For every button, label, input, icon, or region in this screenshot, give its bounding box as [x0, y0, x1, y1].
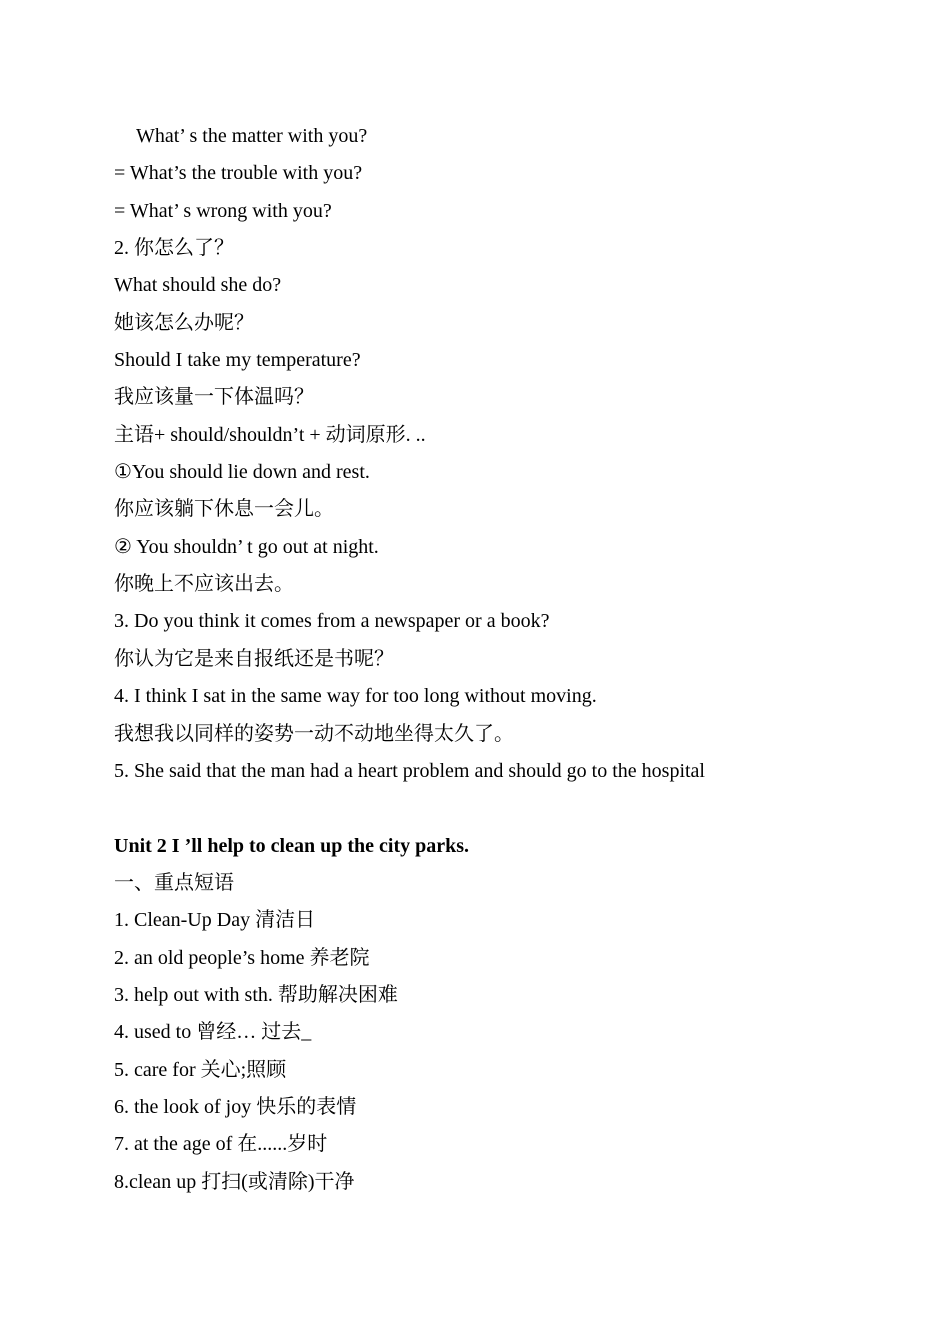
blank-line	[114, 790, 904, 827]
text-line: 我应该量一下体温吗？	[114, 386, 314, 409]
text-line: ② You shouldn’ t go out at night.	[114, 535, 379, 558]
text-line: 你应该躺下休息一会儿。	[114, 498, 334, 521]
text-line: ①You should lie down and rest.	[114, 461, 370, 484]
phrase-item: 7. at the age of 在......岁时	[114, 1133, 328, 1156]
text-line: = What’ s wrong with you?	[114, 199, 332, 222]
text-line: 她该怎么办呢？	[114, 311, 254, 334]
phrase-item: 6. the look of joy 快乐的表情	[114, 1095, 357, 1118]
phrase-item: 5. care for 关心;照顾	[114, 1058, 287, 1081]
section-title: 一、重点短语	[114, 871, 234, 894]
text-line: 你认为它是来自报纸还是书呢？	[114, 647, 394, 670]
phrase-item: 2. an old people’s home 养老院	[114, 946, 370, 969]
phrase-item: 3. help out with sth. 帮助解决困难	[114, 983, 398, 1006]
text-line: 5. She said that the man had a heart problem and should go to the hospital	[114, 759, 705, 782]
text-line: 4. I think I sat in the same way for too long without moving.	[114, 685, 597, 708]
phrase-item: 1. Clean-Up Day 清洁日	[114, 909, 316, 932]
text-line: = What’s the trouble with you?	[114, 162, 363, 185]
text-line: 我想我以同样的姿势一动不动地坐得太久了。	[114, 722, 514, 745]
unit2-heading: Unit 2 I ’ll help to clean up the city parks.	[114, 834, 470, 857]
text-line: What should she do?	[114, 274, 282, 297]
text-line: 3. Do you think it comes from a newspaper or a book?	[114, 610, 550, 633]
text-line: 你晚上不应该出去。	[114, 573, 294, 596]
document-body	[114, 118, 904, 1201]
text-line: 主语+ should/shouldn’t + 动词原形. ..	[114, 423, 426, 446]
text-line: What’ s the matter with you?	[136, 125, 368, 147]
text-line: 2. 你怎么了？	[114, 237, 234, 260]
phrase-item: 8.clean up 打扫(或清除)干净	[114, 1170, 355, 1193]
phrase-item: 4. used to 曾经… 过去_	[114, 1021, 312, 1044]
text-line: Should I take my temperature?	[114, 349, 361, 372]
